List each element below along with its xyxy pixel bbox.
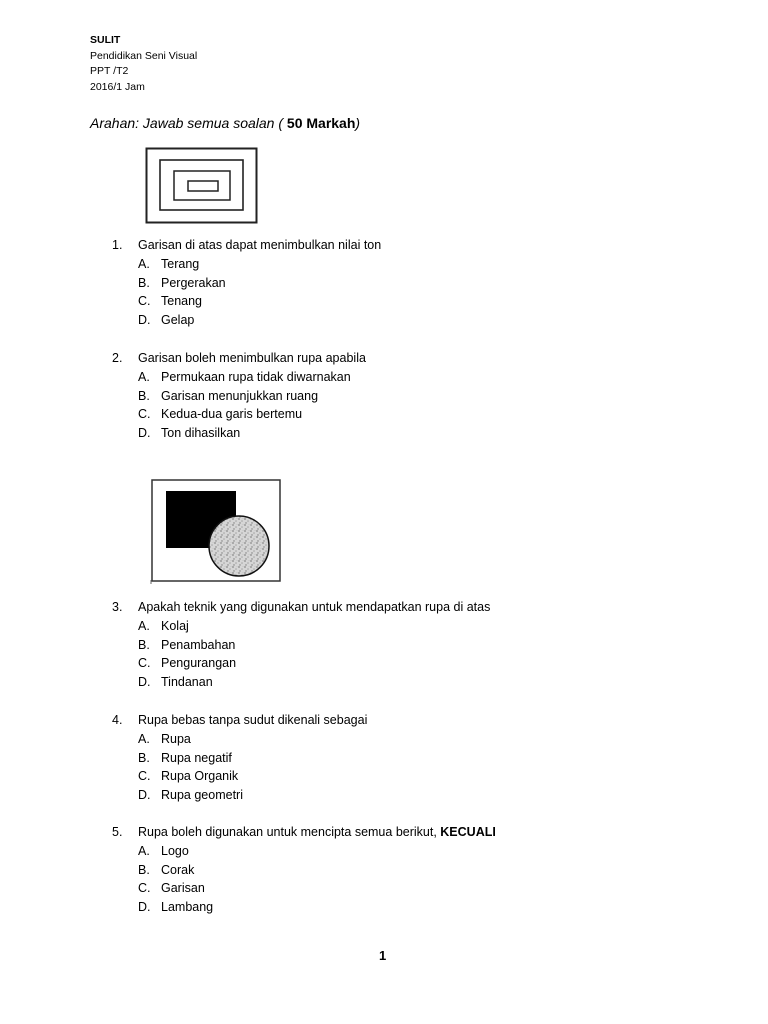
option-a: A. Permukaan rupa tidak diwarnakan — [138, 369, 351, 384]
question-1 — [112, 236, 381, 330]
option-d: D. Lambang — [138, 900, 214, 915]
option-a: A. Terang — [138, 256, 200, 271]
question-number: 3. — [112, 600, 123, 614]
option-d: D. Gelap — [138, 313, 195, 328]
page-number: 1 — [379, 948, 387, 963]
option-c: C. Kedua-dua garis bertemu — [138, 407, 303, 422]
option-d: D. Rupa geometri — [138, 788, 243, 803]
option-b: B. Pergerakan — [138, 275, 226, 290]
option-a: A. Logo — [138, 843, 189, 858]
question-5 — [112, 823, 496, 917]
question-text: Rupa boleh digunakan untuk mencipta semua berikut, KECUALI — [138, 825, 496, 839]
header-year-duration: 2016/1 Jam — [90, 80, 145, 93]
question-number: 2. — [112, 351, 123, 365]
option-d: D. Ton dihasilkan — [138, 426, 241, 441]
instruction-marks: 50 Markah — [286, 115, 356, 131]
option-b: B. Penambahan — [138, 637, 236, 652]
question-text: Garisan boleh menimbulkan rupa apabila — [138, 351, 366, 365]
instruction-text: : Jawab semua soalan ( — [135, 115, 287, 131]
instruction-close: ) — [355, 115, 361, 131]
overlapping-shapes-figure — [148, 476, 283, 584]
header-classification: SULIT — [90, 34, 121, 46]
option-b: B. Rupa negatif — [138, 750, 232, 765]
document-header — [90, 33, 197, 95]
option-d: D. Tindanan — [138, 675, 213, 690]
option-c: C. Garisan — [138, 881, 205, 896]
question-text: Rupa bebas tanpa sudut dikenali sebagai — [138, 713, 368, 727]
option-c: C. Pengurangan — [138, 656, 237, 671]
option-b: B. Garisan menunjukkan ruang — [138, 388, 319, 403]
question-number: 1. — [112, 238, 123, 252]
option-c: C. Tenang — [138, 294, 203, 309]
concentric-rectangles-figure — [145, 147, 258, 224]
option-a: A. Rupa — [138, 731, 191, 746]
option-b: B. Corak — [138, 862, 195, 877]
question-2 — [112, 349, 366, 443]
instruction-label: Arahan — [90, 115, 136, 131]
option-c: C. Rupa Organik — [138, 769, 239, 784]
question-emphasis: KECUALI — [440, 825, 496, 839]
question-3 — [112, 598, 490, 692]
question-text: Garisan di atas dapat menimbulkan nilai ton — [138, 238, 382, 252]
question-text: Apakah teknik yang digunakan untuk mendapatkan rupa di atas — [138, 600, 491, 614]
header-paper: PPT /T2 — [90, 65, 129, 77]
instruction-line — [90, 115, 360, 131]
question-number: 5. — [112, 825, 123, 839]
header-subject: Pendidikan Seni Visual — [90, 49, 198, 62]
question-number: 4. — [112, 713, 123, 727]
question-4 — [112, 711, 367, 805]
textured-circle-shape — [209, 516, 269, 576]
option-a: A. Kolaj — [138, 618, 189, 633]
